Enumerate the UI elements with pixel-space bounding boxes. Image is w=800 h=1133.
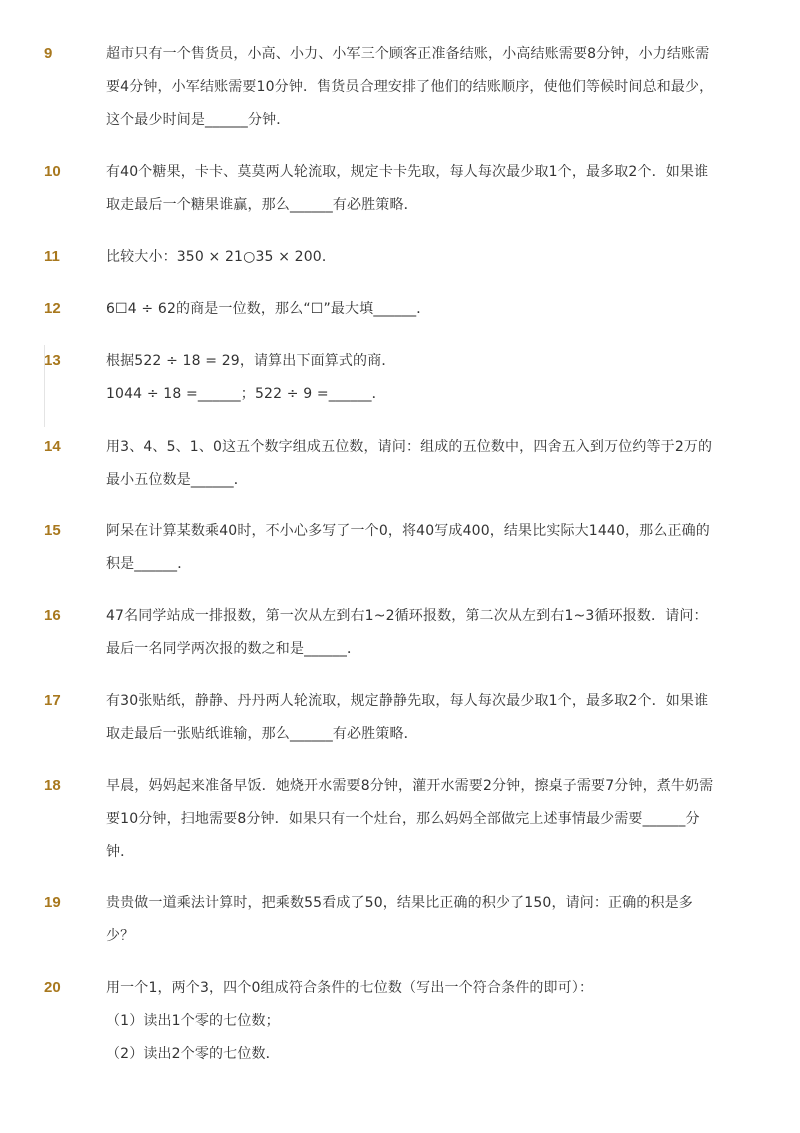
problem-text <box>106 350 714 416</box>
problem-line: 要4分钟，小军结账需要10分钟．售货员合理安排了他们的结账顺序，使他们等候时间总和最少， <box>106 79 714 95</box>
problem-text <box>106 775 714 874</box>
problem-line: 超市只有一个售货员，小高、小力、小军三个顾客正准备结账，小高结账需要8分钟，小力结账需 <box>106 46 710 62</box>
problem-number: 17 <box>44 692 61 709</box>
problem-line: 阿呆在计算某数乘40时，不小心多写了一个0，将40写成400，结果比实际大1440，那么正确的 <box>106 523 710 539</box>
problem-line: 用3、4、5、1、0这五个数字组成五位数，请问：组成的五位数中，四舍五入到万位约等于2万的 <box>106 439 713 455</box>
problem-text <box>106 892 714 958</box>
problem-text <box>106 43 714 142</box>
problem-number: 14 <box>44 438 61 455</box>
problem-line: 贵贵做一道乘法计算时，把乘数55看成了50，结果比正确的积少了150，请问：正确的积是多 <box>106 895 693 911</box>
problem-number: 13 <box>44 352 61 369</box>
problem-number: 20 <box>44 979 61 996</box>
problem-line: 47名同学站成一排报数，第一次从左到右1~2循环报数，第二次从左到右1~3循环报数．请问： <box>106 608 708 624</box>
problem-text <box>106 246 714 279</box>
problem-text <box>106 690 714 756</box>
problem-number: 16 <box>44 607 61 624</box>
problem-line: 最小五位数是______． <box>106 472 248 488</box>
problem-line: 用一个1，两个3，四个0组成符合条件的七位数（写出一个符合条件的即可）： <box>106 980 594 996</box>
problem-text <box>106 977 714 1076</box>
problem-number: 10 <box>44 163 61 180</box>
problem-line: 取走最后一张贴纸谁输，那么______有必胜策略． <box>106 726 418 742</box>
problem-number: 11 <box>44 248 60 265</box>
problem-line: 这个最少时间是______分钟． <box>106 112 291 128</box>
problem-line: 6☐4 ÷ 62的商是一位数，那么“☐”最大填______． <box>106 301 431 317</box>
problem-line: （2）读出2个零的七位数． <box>106 1046 280 1062</box>
problem-line: 比较大小：350 × 21○35 × 200． <box>106 249 336 265</box>
problem-line: 取走最后一个糖果谁赢，那么______有必胜策略． <box>106 197 418 213</box>
problem-line: 少？ <box>106 928 135 944</box>
problem-line: 有30张贴纸，静静、丹丹两人轮流取，规定静静先取，每人每次最少取1个，最多取2个．如果谁 <box>106 693 709 709</box>
problem-text <box>106 520 714 586</box>
problem-text <box>106 298 714 331</box>
problem-line: 有40个糖果，卡卡、莫莫两人轮流取，规定卡卡先取，每人每次最少取1个，最多取2个．如果谁 <box>106 164 709 180</box>
problem-line: 根据522 ÷ 18 = 29，请算出下面算式的商． <box>106 353 396 369</box>
problem-line: 钟． <box>106 844 135 860</box>
problem-text <box>106 436 714 502</box>
problem-number: 12 <box>44 300 61 317</box>
problem-line: 要10分钟，扫地需要8分钟．如果只有一个灶台，那么妈妈全部做完上述事情最少需要______分 <box>106 811 700 827</box>
problem-number: 18 <box>44 777 61 794</box>
problem-number: 19 <box>44 894 61 911</box>
problem-number: 15 <box>44 522 61 539</box>
problem-line: 最后一名同学两次报的数之和是______． <box>106 641 362 657</box>
problem-line: 1044 ÷ 18 =______；522 ÷ 9 =______． <box>106 386 386 402</box>
problem-text <box>106 161 714 227</box>
problem-text <box>106 605 714 671</box>
problem-line: 早晨，妈妈起来准备早饭．她烧开水需要8分钟，灌开水需要2分钟，擦桌子需要7分钟，煮牛奶需 <box>106 778 714 794</box>
problem-line: 积是______． <box>106 556 192 572</box>
problem-number: 9 <box>44 45 53 62</box>
problem-line: （1）读出1个零的七位数； <box>106 1013 280 1029</box>
